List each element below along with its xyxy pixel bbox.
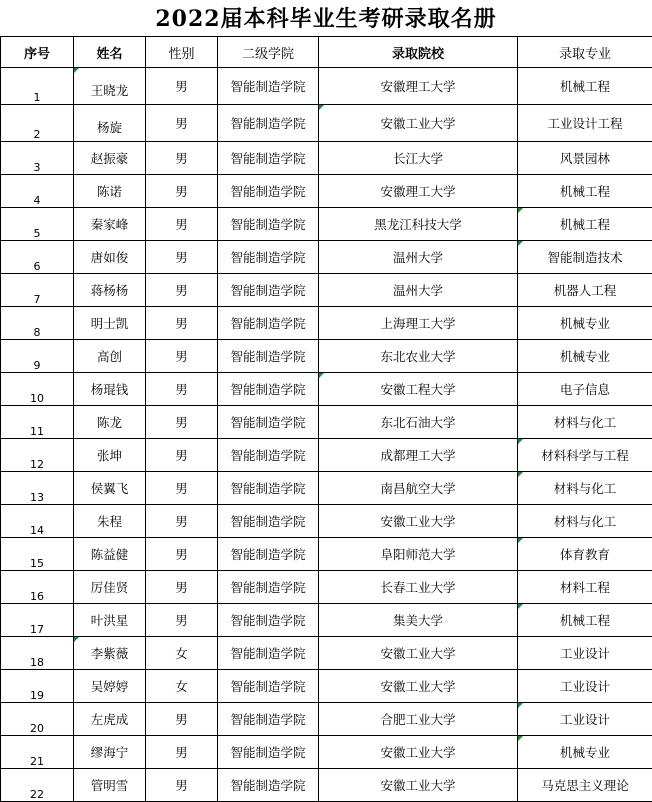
admitted-major: 机械专业 — [518, 340, 652, 373]
student-name: 李紫薇 — [74, 637, 146, 670]
student-name: 王晓龙 — [74, 68, 146, 105]
table-row — [1, 769, 652, 802]
admitted-school: 安徽工业大学 — [319, 769, 518, 802]
student-name: 蒋杨杨 — [74, 274, 146, 307]
table-row — [1, 274, 652, 307]
row-no: 10 — [1, 373, 74, 406]
gender: 男 — [146, 538, 218, 571]
student-name: 杨旋 — [74, 105, 146, 142]
admitted-major: 风景园林 — [518, 142, 652, 175]
college: 智能制造学院 — [218, 274, 319, 307]
college: 智能制造学院 — [218, 505, 319, 538]
table-row — [1, 670, 652, 703]
admitted-major: 材料与化工 — [518, 505, 652, 538]
row-no: 20 — [1, 703, 74, 736]
gender: 男 — [146, 142, 218, 175]
row-no: 13 — [1, 472, 74, 505]
table-row — [1, 241, 652, 274]
table-row — [1, 208, 652, 241]
admitted-major: 材料与化工 — [518, 406, 652, 439]
admitted-major: 工业设计工程 — [518, 105, 652, 142]
admitted-school: 安徽理工大学 — [319, 175, 518, 208]
row-no: 17 — [1, 604, 74, 637]
row-no: 14 — [1, 505, 74, 538]
student-name: 侯翼飞 — [74, 472, 146, 505]
gender: 男 — [146, 736, 218, 769]
row-no: 9 — [1, 340, 74, 373]
student-name: 高创 — [74, 340, 146, 373]
student-name: 缪海宁 — [74, 736, 146, 769]
admitted-school: 安徽工业大学 — [319, 637, 518, 670]
table-row — [1, 637, 652, 670]
admitted-major: 工业设计 — [518, 703, 652, 736]
college: 智能制造学院 — [218, 208, 319, 241]
table-row — [1, 373, 652, 406]
table-row — [1, 736, 652, 769]
row-no: 6 — [1, 241, 74, 274]
gender: 男 — [146, 472, 218, 505]
table-row — [1, 571, 652, 604]
college: 智能制造学院 — [218, 105, 319, 142]
admitted-school: 安徽理工大学 — [319, 68, 518, 105]
gender: 男 — [146, 340, 218, 373]
gender: 男 — [146, 208, 218, 241]
table-row — [1, 439, 652, 472]
table-row — [1, 142, 652, 175]
student-name: 朱程 — [74, 505, 146, 538]
gender: 男 — [146, 105, 218, 142]
row-no: 4 — [1, 175, 74, 208]
college: 智能制造学院 — [218, 340, 319, 373]
admitted-school: 安徽工业大学 — [319, 105, 518, 142]
admitted-major: 材料工程 — [518, 571, 652, 604]
college: 智能制造学院 — [218, 307, 319, 340]
gender: 男 — [146, 241, 218, 274]
admitted-major: 工业设计 — [518, 637, 652, 670]
admitted-major: 机械工程 — [518, 68, 652, 105]
admitted-school: 集美大学 — [319, 604, 518, 637]
row-no: 18 — [1, 637, 74, 670]
admitted-school: 温州大学 — [319, 274, 518, 307]
admitted-major: 马克思主义理论 — [518, 769, 652, 802]
college: 智能制造学院 — [218, 736, 319, 769]
student-name: 张坤 — [74, 439, 146, 472]
student-name: 秦家峰 — [74, 208, 146, 241]
admitted-school: 上海理工大学 — [319, 307, 518, 340]
admitted-major: 机器人工程 — [518, 274, 652, 307]
gender: 男 — [146, 274, 218, 307]
college: 智能制造学院 — [218, 373, 319, 406]
admitted-major: 材料科学与工程 — [518, 439, 652, 472]
gender: 男 — [146, 175, 218, 208]
student-name: 陈龙 — [74, 406, 146, 439]
college: 智能制造学院 — [218, 670, 319, 703]
header-school: 录取院校 — [319, 37, 518, 68]
student-name: 杨琨钱 — [74, 373, 146, 406]
admitted-school: 东北农业大学 — [319, 340, 518, 373]
admitted-school: 阜阳师范大学 — [319, 538, 518, 571]
student-name: 明士凯 — [74, 307, 146, 340]
admitted-major: 机械专业 — [518, 307, 652, 340]
admitted-school: 安徽工业大学 — [319, 505, 518, 538]
student-name: 吴婷婷 — [74, 670, 146, 703]
admitted-major: 机械专业 — [518, 736, 652, 769]
row-no: 3 — [1, 142, 74, 175]
college: 智能制造学院 — [218, 769, 319, 802]
gender: 男 — [146, 703, 218, 736]
header-gender: 性别 — [146, 37, 218, 68]
gender: 女 — [146, 670, 218, 703]
table-row — [1, 340, 652, 373]
row-no: 11 — [1, 406, 74, 439]
gender: 男 — [146, 307, 218, 340]
table-row — [1, 68, 652, 105]
admitted-school: 安徽工业大学 — [319, 670, 518, 703]
student-name: 管明雪 — [74, 769, 146, 802]
row-no: 2 — [1, 105, 74, 142]
admitted-school: 合肥工业大学 — [319, 703, 518, 736]
admitted-school: 长春工业大学 — [319, 571, 518, 604]
college: 智能制造学院 — [218, 175, 319, 208]
row-no: 7 — [1, 274, 74, 307]
table-row — [1, 505, 652, 538]
college: 智能制造学院 — [218, 571, 319, 604]
gender: 男 — [146, 68, 218, 105]
gender: 男 — [146, 571, 218, 604]
admitted-school: 长江大学 — [319, 142, 518, 175]
admitted-major: 体育教育 — [518, 538, 652, 571]
student-name: 唐如俊 — [74, 241, 146, 274]
gender: 男 — [146, 439, 218, 472]
admitted-major: 工业设计 — [518, 670, 652, 703]
table-row — [1, 538, 652, 571]
admitted-school: 南昌航空大学 — [319, 472, 518, 505]
table-row — [1, 604, 652, 637]
admitted-school: 温州大学 — [319, 241, 518, 274]
table-row — [1, 175, 652, 208]
admitted-school: 黑龙江科技大学 — [319, 208, 518, 241]
table-row — [1, 472, 652, 505]
college: 智能制造学院 — [218, 142, 319, 175]
table-header-row — [1, 37, 652, 68]
student-name: 陈诺 — [74, 175, 146, 208]
college: 智能制造学院 — [218, 637, 319, 670]
admission-table — [0, 36, 652, 802]
admitted-school: 安徽工程大学 — [319, 373, 518, 406]
college: 智能制造学院 — [218, 472, 319, 505]
gender: 男 — [146, 604, 218, 637]
row-no: 8 — [1, 307, 74, 340]
header-major: 录取专业 — [518, 37, 652, 68]
admitted-major: 智能制造技术 — [518, 241, 652, 274]
admitted-school: 成都理工大学 — [319, 439, 518, 472]
college: 智能制造学院 — [218, 68, 319, 105]
admitted-major: 机械工程 — [518, 175, 652, 208]
student-name: 陈益健 — [74, 538, 146, 571]
admitted-school: 安徽工业大学 — [319, 736, 518, 769]
student-name: 叶洪星 — [74, 604, 146, 637]
admitted-major: 机械工程 — [518, 208, 652, 241]
row-no: 22 — [1, 769, 74, 802]
row-no: 19 — [1, 670, 74, 703]
table-body — [1, 68, 652, 802]
college: 智能制造学院 — [218, 538, 319, 571]
table-row — [1, 307, 652, 340]
college: 智能制造学院 — [218, 406, 319, 439]
admitted-major: 电子信息 — [518, 373, 652, 406]
college: 智能制造学院 — [218, 703, 319, 736]
college: 智能制造学院 — [218, 439, 319, 472]
row-no: 16 — [1, 571, 74, 604]
student-name: 左虎成 — [74, 703, 146, 736]
gender: 男 — [146, 373, 218, 406]
page-title: 2022届本科毕业生考研录取名册 — [0, 0, 652, 36]
header-college: 二级学院 — [218, 37, 319, 68]
row-no: 12 — [1, 439, 74, 472]
table-row — [1, 406, 652, 439]
table-row — [1, 105, 652, 142]
header-no: 序号 — [1, 37, 74, 68]
admitted-school: 东北石油大学 — [319, 406, 518, 439]
row-no: 1 — [1, 68, 74, 105]
admitted-major: 机械工程 — [518, 604, 652, 637]
gender: 男 — [146, 769, 218, 802]
gender: 男 — [146, 505, 218, 538]
table-row — [1, 703, 652, 736]
row-no: 5 — [1, 208, 74, 241]
admitted-major: 材料与化工 — [518, 472, 652, 505]
college: 智能制造学院 — [218, 241, 319, 274]
header-name: 姓名 — [74, 37, 146, 68]
gender: 女 — [146, 637, 218, 670]
row-no: 21 — [1, 736, 74, 769]
row-no: 15 — [1, 538, 74, 571]
college: 智能制造学院 — [218, 604, 319, 637]
student-name: 赵振豪 — [74, 142, 146, 175]
gender: 男 — [146, 406, 218, 439]
student-name: 厉佳贤 — [74, 571, 146, 604]
